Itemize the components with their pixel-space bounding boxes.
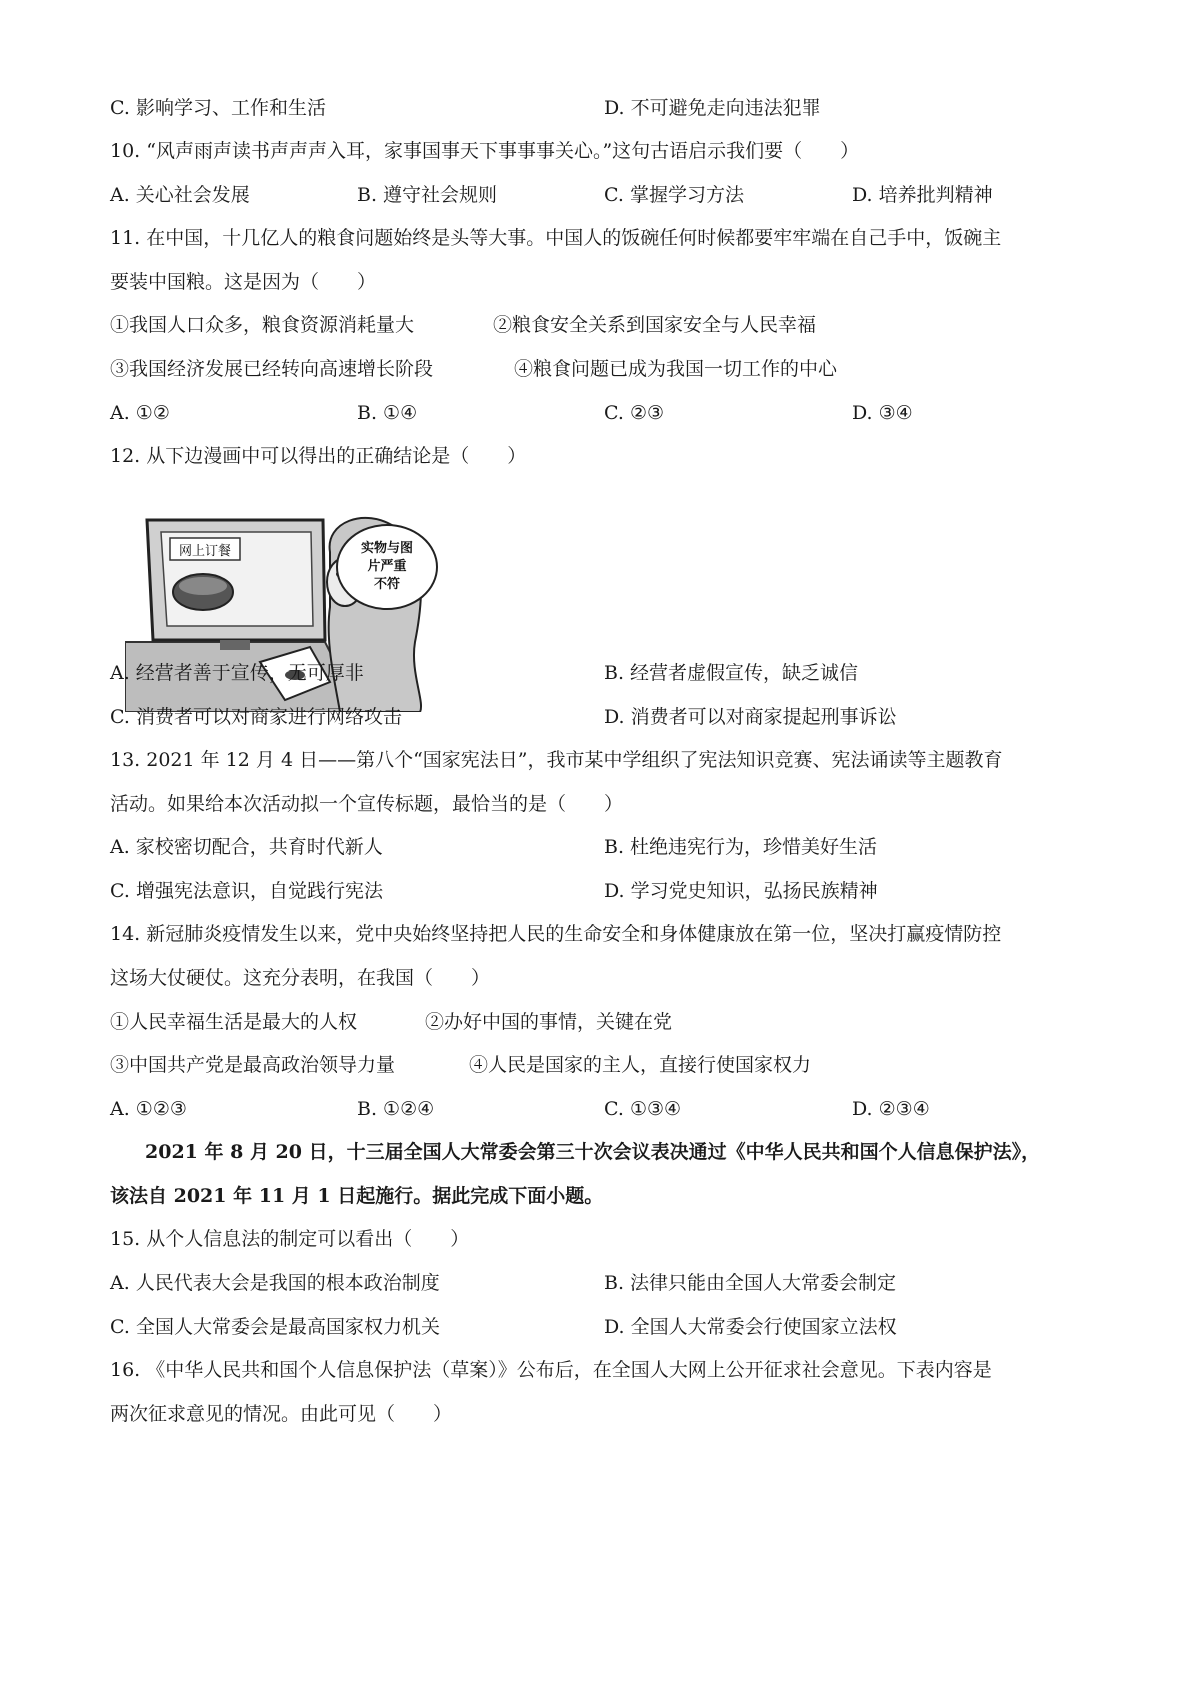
q9-option-d: D. 不可避免走向违法犯罪	[604, 97, 821, 119]
q11-stem-line2: 要装中国粮。这是因为（ ）	[110, 271, 377, 293]
q11-option-b: B. ①④	[357, 402, 418, 424]
q10-option-a: A. 关心社会发展	[110, 184, 250, 206]
q11-statement-2: ②粮食安全关系到国家安全与人民幸福	[493, 314, 817, 336]
q14-statement-4: ④人民是国家的主人，直接行使国家权力	[469, 1054, 812, 1076]
food-contents	[179, 577, 227, 595]
q12-stem: 12. 从下边漫画中可以得出的正确结论是（ ）	[110, 445, 527, 467]
q10-stem: 10. “风声雨声读书声声声入耳，家事国事天下事事事关心。”这句古语启示我们要（ ）	[110, 140, 860, 162]
q16-stem-line2: 两次征求意见的情况。由此可见（ ）	[110, 1403, 453, 1425]
q11-option-d: D. ③④	[852, 402, 913, 424]
q13-option-b: B. 杜绝违宪行为，珍惜美好生活	[604, 836, 878, 858]
q11-option-c: C. ②③	[604, 402, 665, 424]
material-line-2: 该法自 2021 年 11 月 1 日起施行。据此完成下面小题。	[110, 1185, 604, 1207]
q14-statement-3: ③中国共产党是最高政治领导力量	[110, 1054, 396, 1076]
q11-statement-4: ④粮食问题已成为我国一切工作的中心	[514, 358, 838, 380]
q12-option-a: A. 经营者善于宣传，无可厚非	[110, 662, 364, 684]
q13-option-c: C. 增强宪法意识，自觉践行宪法	[110, 880, 383, 902]
q11-statement-1: ①我国人口众多，粮食资源消耗量大	[110, 314, 415, 336]
speech-bubble-line-3: 不符	[373, 577, 401, 592]
monitor-stand	[220, 640, 250, 650]
speech-bubble-line-1: 实物与图	[360, 541, 414, 556]
q15-option-b: B. 法律只能由全国人大常委会制定	[604, 1272, 897, 1294]
q13-stem-line1: 13. 2021 年 12 月 4 日——第八个“国家宪法日”，我市某中学组织了宪法知识竞赛、宪法诵读等主题教育	[110, 749, 1003, 771]
material-line-1: 2021 年 8 月 20 日，十三届全国人大常委会第三十次会议表决通过《中华人民共和国个人信息保护法》，	[145, 1141, 1041, 1163]
q10-option-c: C. 掌握学习方法	[604, 184, 744, 206]
q13-option-a: A. 家校密切配合，共育时代新人	[110, 836, 383, 858]
q14-option-b: B. ①②④	[357, 1098, 435, 1120]
q11-statement-3: ③我国经济发展已经转向高速增长阶段	[110, 358, 434, 380]
screen-label-text: 网上订餐	[178, 544, 232, 559]
q14-option-a: A. ①②③	[110, 1098, 187, 1120]
q15-option-d: D. 全国人大常委会行使国家立法权	[604, 1316, 897, 1338]
q14-option-d: D. ②③④	[852, 1098, 930, 1120]
q12-option-d: D. 消费者可以对商家提起刑事诉讼	[604, 706, 897, 728]
q13-option-d: D. 学习党史知识，弘扬民族精神	[604, 880, 878, 902]
q12-option-b: B. 经营者虚假宣传，缺乏诚信	[604, 662, 859, 684]
q14-statement-1: ①人民幸福生活是最大的人权	[110, 1011, 358, 1033]
q10-option-b: B. 遵守社会规则	[357, 184, 498, 206]
q15-option-c: C. 全国人大常委会是最高国家权力机关	[110, 1316, 440, 1338]
q10-option-d: D. 培养批判精神	[852, 184, 993, 206]
q9-option-c: C. 影响学习、工作和生活	[110, 97, 326, 119]
q14-stem-line1: 14. 新冠肺炎疫情发生以来，党中央始终坚持把人民的生命安全和身体健康放在第一位，坚决打赢疫情防控	[110, 923, 1002, 945]
q14-stem-line2: 这场大仗硬仗。这充分表明，在我国（ ）	[110, 967, 491, 989]
q16-stem-line1: 16. 《中华人民共和国个人信息保护法（草案）》公布后，在全国人大网上公开征求社会意见。下表内容是	[110, 1359, 992, 1381]
q15-stem: 15. 从个人信息法的制定可以看出（ ）	[110, 1228, 470, 1250]
q15-option-a: A. 人民代表大会是我国的根本政治制度	[110, 1272, 440, 1294]
speech-bubble-line-2: 片严重	[367, 559, 407, 574]
q11-option-a: A. ①②	[110, 402, 170, 424]
q14-statement-2: ②办好中国的事情，关键在党	[425, 1011, 673, 1033]
q12-option-c: C. 消费者可以对商家进行网络攻击	[110, 706, 402, 728]
q11-stem-line1: 11. 在中国，十几亿人的粮食问题始终是头等大事。中国人的饭碗任何时候都要牢牢端在自己手中，饭碗主	[110, 227, 1002, 249]
q14-option-c: C. ①③④	[604, 1098, 682, 1120]
q13-stem-line2: 活动。如果给本次活动拟一个宣传标题，最恰当的是（ ）	[110, 793, 624, 815]
